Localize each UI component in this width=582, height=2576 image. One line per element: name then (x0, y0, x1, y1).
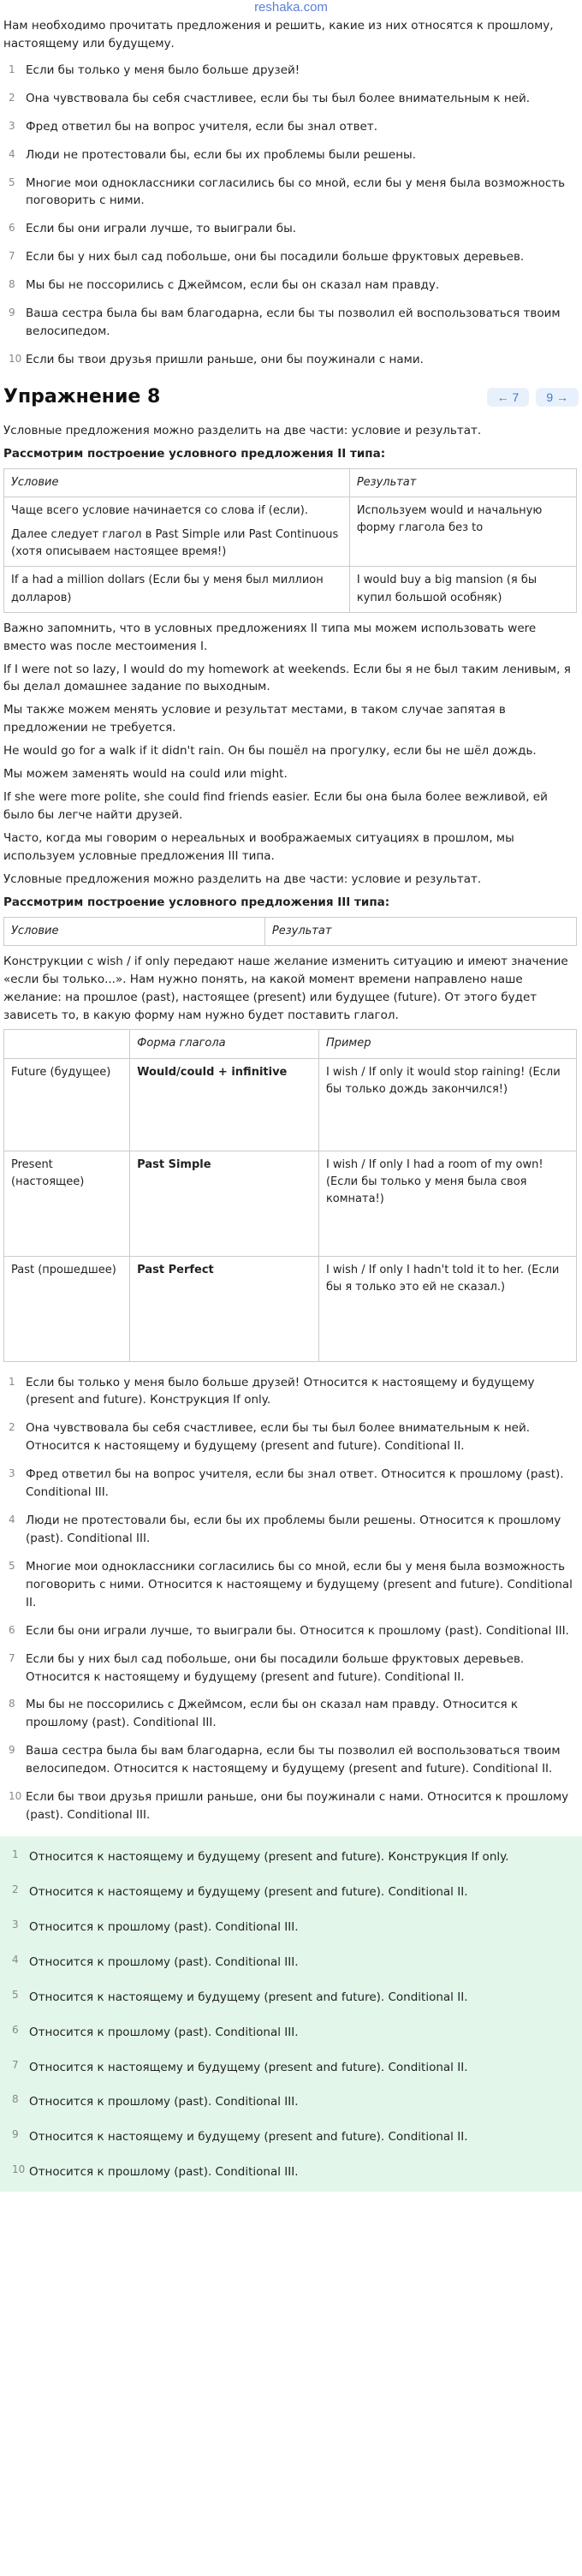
table-cell: Используем would и начальную форму глагола без to (349, 497, 576, 566)
theory-paragraph: Конструкции с wish / if only передают наше желание изменить ситуацию и имеют значение «если бы только...». Нам нужно понять, на какой момент времени направлено наше желание: на прошлое (past), настоящее (present) или будущее (future). От этого будет зависеть то, в какую форму нам нужно будет поставить глагол. (3, 954, 568, 1022)
theory-paragraph: Часто, когда мы говорим о нереальных и воображаемых ситуациях в прошлом, мы используем условные предложения III типа. (3, 830, 514, 863)
list-item: 4 Относится к прошлому (past). Conditional III. (12, 1953, 299, 1969)
list-item: 5 Относится к настоящему и будущему (present and future). Conditional II. (12, 1988, 468, 2004)
list-item: 9 Ваша сестра была бы вам благодарна, если бы ты позволил ей воспользоваться твоим велосипедом. Относится к настоящему и будущему (present and future). Conditional II. (9, 1744, 561, 1776)
theory-paragraph: If I were not so lazy, I would do my homework at weekends. Если бы я не был таким ленивым, я бы делал домашнее задание по выходным. (3, 662, 571, 694)
table-row (4, 1058, 577, 1151)
table-cell: Future (будущее) (4, 1058, 130, 1151)
theory-paragraph: Мы можем заменять would на could или might. (3, 767, 288, 782)
exercise-title: Упражнение 8 (3, 385, 161, 408)
exercise-nav (487, 388, 579, 407)
table-header (4, 1030, 130, 1058)
table-cell: Чаще всего условие начинается со слова if (если). Далее следует глагол в Past Simple или Past Continuous (хотя описываем настоящее время!) (4, 497, 350, 566)
list-item: 3 Фред ответил бы на вопрос учителя, если бы знал ответ. Относится к прошлому (past). Conditional III. (9, 1467, 564, 1500)
theory-paragraph: Условные предложения можно разделить на две части: условие и результат. (3, 424, 482, 437)
list-item: 8 Мы бы не поссорились с Джеймсом, если бы он сказал нам правду. (9, 278, 440, 293)
list-item: 7 Если бы у них был сад побольше, они бы посадили больше фруктовых деревьев. Относится к настоящему и будущему (present and future). Conditional II. (9, 1651, 525, 1684)
list-item: 4 Люди не протестовали бы, если бы их проблемы были решены. Относится к прошлому (past). Conditional III. (9, 1514, 561, 1546)
list-item: 8 Относится к прошлому (past). Conditional III. (12, 2093, 299, 2109)
list-item: 4 Люди не протестовали бы, если бы их проблемы были решены. (9, 147, 416, 162)
table-cell: Past Perfect (130, 1256, 319, 1361)
theory-heading: Рассмотрим построение условного предложения III типа: (3, 895, 390, 909)
list-item: 2 Она чувствовала бы себя счастливее, если бы ты был более внимательным к ней. Относится к настоящему и будущему (present and future). Conditional II. (9, 1421, 531, 1454)
theory-paragraph: Важно запомнить, что в условных предложениях II типа мы можем использовать were вместо was после местоимения I. (3, 621, 537, 653)
task-list (0, 57, 582, 374)
table-cell: I wish / If only I hadn't told it to her. (Если бы я только это ей не сказал.) (318, 1256, 576, 1361)
table-header: Пример (318, 1030, 576, 1058)
table-row (4, 1151, 577, 1256)
list-item: 6 Если бы они играли лучше, то выиграли бы. Относится к прошлому (past). Conditional III. (9, 1623, 569, 1638)
list-item: 10 Относится к прошлому (past). Conditional III. (12, 2163, 299, 2180)
table-header: Условие (4, 468, 350, 497)
list-item: 2 Относится к настоящему и будущему (present and future). Conditional II. (12, 1883, 468, 1899)
answer-list (3, 1841, 575, 2192)
table-header: Форма глагола (130, 1030, 319, 1058)
list-item: 2 Она чувствовала бы себя счастливее, если бы ты был более внимательным к ней. (9, 91, 531, 105)
list-item: 5 Многие мои одноклассники согласились бы со мной, если бы у меня была возможность поговорить с ними. (9, 176, 566, 208)
task-intro: Нам необходимо прочитать предложения и решить, какие из них относятся к прошлому, настоящему или будущему. (3, 19, 554, 51)
table-cell: Past Simple (130, 1151, 319, 1256)
theory-paragraph: If she were more polite, she could find friends easier. Если бы она была более вежливой, ей было бы легче найти друзей. (3, 790, 548, 822)
list-item: 3 Фред ответил бы на вопрос учителя, если бы знал ответ. (9, 119, 377, 134)
theory-paragraph: Условные предложения можно разделить на две части: условие и результат. (3, 872, 482, 886)
theory-heading: Рассмотрим построение условного предложения II типа: (3, 446, 386, 461)
theory-paragraph: He would go for a walk if it didn't rain. Он бы пошёл на прогулку, если бы не шёл дождь. (3, 744, 537, 759)
theory-paragraph: Мы также можем менять условие и результат местами, в таком случае запятая в предложении не требуется. (3, 703, 506, 735)
answers-panel (0, 1836, 582, 2192)
list-item: 6 Относится к прошлому (past). Conditional III. (12, 2023, 299, 2039)
table-cell: I wish / If only I had a room of my own! (Если бы только у меня была своя комната!) (318, 1151, 576, 1256)
wish-table (3, 1029, 577, 1361)
list-item: 10 Если бы твои друзья пришли раньше, они бы поужинали с нами. Относится к прошлому (past). Conditional III. (9, 1790, 569, 1823)
list-item: 6 Если бы они играли лучше, то выиграли бы. (9, 222, 297, 236)
table-cell: I would buy a big mansion (я бы купил большой особняк) (349, 567, 576, 612)
prev-exercise-button[interactable]: ← 7 (487, 388, 530, 407)
table-cell: Past (прошедшее) (4, 1256, 130, 1361)
site-logo[interactable]: reshaka.com (254, 0, 328, 15)
list-item: 10 Если бы твои друзья пришли раньше, они бы поужинали с нами. (9, 352, 424, 366)
table-header: Условие (4, 917, 265, 945)
list-item: 3 Относится к прошлому (past). Conditional III. (12, 1918, 299, 1934)
table-header: Результат (349, 468, 576, 497)
list-item: 1 Если бы только у меня было больше друзей! (9, 62, 300, 77)
list-item: 9 Относится к настоящему и будущему (present and future). Conditional II. (12, 2128, 468, 2145)
list-item: 7 Если бы у них был сад побольше, они бы посадили больше фруктовых деревьев. (9, 250, 525, 265)
table-cell: I wish / If only it would stop raining! (Если бы только дождь закончился!) (318, 1058, 576, 1151)
list-item: 1 Если бы только у меня было больше друзей! Относится к настоящему и будущему (present and future). Конструкция If only. (9, 1375, 535, 1407)
table-header: Результат (264, 917, 576, 945)
list-item: 1 Относится к настоящему и будущему (present and future). Конструкция If only. (12, 1848, 509, 1864)
list-item: 7 Относится к настоящему и будущему (present and future). Conditional II. (12, 2058, 468, 2074)
type2-table (3, 468, 577, 613)
table-cell: Present (настоящее) (4, 1151, 130, 1256)
next-exercise-button[interactable]: 9 → (536, 388, 579, 407)
type3-table (3, 917, 577, 946)
solution-list (0, 1369, 582, 1829)
exercise-header (0, 374, 582, 417)
table-cell: If a had a million dollars (Если бы у меня был миллион долларов) (4, 567, 350, 612)
table-cell: Would/could + infinitive (130, 1058, 319, 1151)
list-item: 5 Многие мои одноклассники согласились бы со мной, если бы у меня была возможность поговорить с ними. Относится к настоящему и будущему (present and future). Conditional II. (9, 1559, 573, 1609)
theory-section (0, 422, 582, 1362)
list-item: 9 Ваша сестра была бы вам благодарна, если бы ты позволил ей воспользоваться твоим велосипедом. (9, 306, 561, 339)
table-row (4, 1256, 577, 1361)
list-item: 8 Мы бы не поссорились с Джеймсом, если бы он сказал нам правду. Относится к прошлому (past). Conditional III. (9, 1698, 519, 1730)
